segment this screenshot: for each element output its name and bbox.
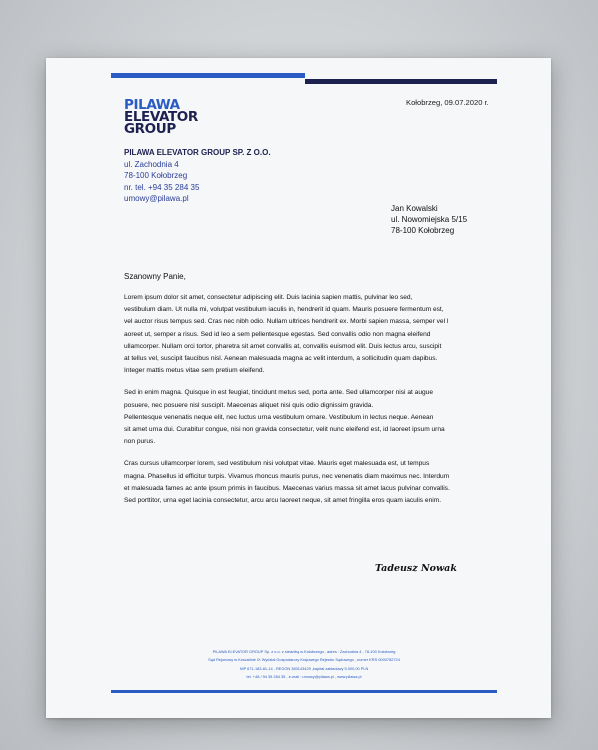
letter-date: Kołobrzeg, 09.07.2020 r. bbox=[406, 98, 489, 107]
greeting: Szanowny Panie, bbox=[124, 272, 186, 281]
footer-line: NIP 671-183-81-14 , REGON 383143429 ,kapitał zakładowy 5.000,00 PLN bbox=[239, 665, 369, 671]
recipient-address bbox=[391, 203, 467, 236]
sender-city: 78-100 Kołobrzeg bbox=[124, 171, 188, 180]
sender-street: ul. Zachodnia 4 bbox=[124, 159, 179, 169]
body-line: at tellus vel, suscipit faucibus nisl. Aenean malesuada magna ac velit interdum, a sollicitudin quam dapibus. bbox=[124, 355, 438, 363]
footer-blue-bar bbox=[111, 690, 497, 693]
footer-line: tel. +48 / 94 35 284 35 , e-mail : umowy@pilawa.pl , www.pilawa.pl bbox=[246, 674, 362, 680]
logo-line-3: GROUP bbox=[124, 121, 176, 137]
logo-line-2: ELEVATOR bbox=[124, 109, 198, 125]
recipient-city: 78-100 Kołobrzeg bbox=[391, 226, 455, 235]
logo-line-1: PILAWA bbox=[124, 97, 180, 113]
body-line: aoreet ut, semper a risus. Sed id leo a sem pellentesque egestas. Sed convallis odio non magna eleifend bbox=[124, 330, 431, 338]
footer-line: Sąd Rejonowy w Koszalinie IX Wydział Gospodarczy Krajowego Rejestru Sądowego , numer KRS 0000782724 bbox=[208, 657, 400, 663]
paragraph-3 bbox=[124, 458, 496, 507]
body-line: vel auctor risus tempus sed. Cras nec nibh odio. Nullam ultrices hendrerit ex. Morbi sapien massa, semper vel l bbox=[124, 318, 449, 326]
recipient-street: ul. Nowomiejska 5/15 bbox=[391, 215, 468, 224]
paragraph-2 bbox=[124, 387, 496, 448]
company-logo bbox=[124, 99, 198, 135]
body-line: magna. Phasellus id efficitur turpis. Vivamus rhoncus mauris purus, nec venenatis diam maximus nec. Interdum bbox=[124, 472, 450, 480]
footer-line: PILAWA ELEVATOR GROUP Sp. z o.o. z siedzibą w Kołobrzegu , adres : Zachodnia 4 , 78-100 Kołobrzeg bbox=[212, 649, 396, 654]
body-line: et malesuada fames ac ante ipsum primis in faucibus. Maecenas varius massa sit amet lacus pulvinar convallis. bbox=[124, 484, 450, 492]
body-line: Sed in enim magna. Quisque in est feugiat, tincidunt metus sed, porta ante. Sed ullamcorper nisi at augue bbox=[124, 389, 433, 397]
header-navy-bar bbox=[305, 79, 497, 84]
body-line: posuere, nec posuere nisl suscipit. Maecenas aliquet nisi quis odio dignissim gravida. bbox=[124, 401, 374, 409]
recipient-name: Jan Kowalski bbox=[391, 204, 438, 213]
header-blue-bar bbox=[111, 73, 305, 78]
letter-body bbox=[124, 292, 496, 517]
body-line: Sed porttitor, urna eget lacinia consectetur, arcu arcu laoreet neque, sit amet fringilla eros quam iaculis enim. bbox=[124, 497, 442, 505]
body-line: sit amet urna dui. Curabitur congue, nisi non gravida consectetur, velit nunc eleifend est, id laoreet ipsum urna bbox=[124, 426, 445, 434]
paragraph-1 bbox=[124, 292, 496, 377]
body-line: vestibulum diam. Ut nulla mi, volutpat vestibulum iaculis in, hendrerit id quam. Mauris posuere fermentum est, bbox=[124, 306, 444, 314]
sender-address bbox=[124, 147, 271, 205]
body-line: Cras cursus ullamcorper lorem, sed vestibulum nisi volutpat vitae. Mauris eget malesuada est, ut tempus bbox=[124, 460, 430, 468]
sender-email: umowy@pilawa.pl bbox=[124, 194, 189, 203]
body-line: non purus. bbox=[124, 438, 156, 446]
body-line: Lorem ipsum dolor sit amet, consectetur adipiscing elit. Duis lacinia sapien mattis, pulvinar leo sed, bbox=[124, 294, 413, 301]
body-line: Integer mattis metus vitae sem pretium eleifend. bbox=[124, 367, 265, 375]
signature: Tadeusz Nowak bbox=[375, 563, 457, 574]
sender-company: PILAWA ELEVATOR GROUP SP. Z O.O. bbox=[124, 148, 271, 157]
footer-company-info bbox=[111, 648, 497, 682]
letter-page bbox=[46, 58, 551, 718]
body-line: ullamcorper. Nullam orci tortor, pharetra sit amet convallis at, convallis euismod elit. Duis lectus arcu, suscipit bbox=[124, 342, 442, 350]
body-line: Pellentesque venenatis neque elit, nec luctus urna vestibulum ornare. Vestibulum in lectus neque. Aenean bbox=[124, 413, 434, 421]
sender-phone: nr. tel. +94 35 284 35 bbox=[124, 182, 200, 192]
